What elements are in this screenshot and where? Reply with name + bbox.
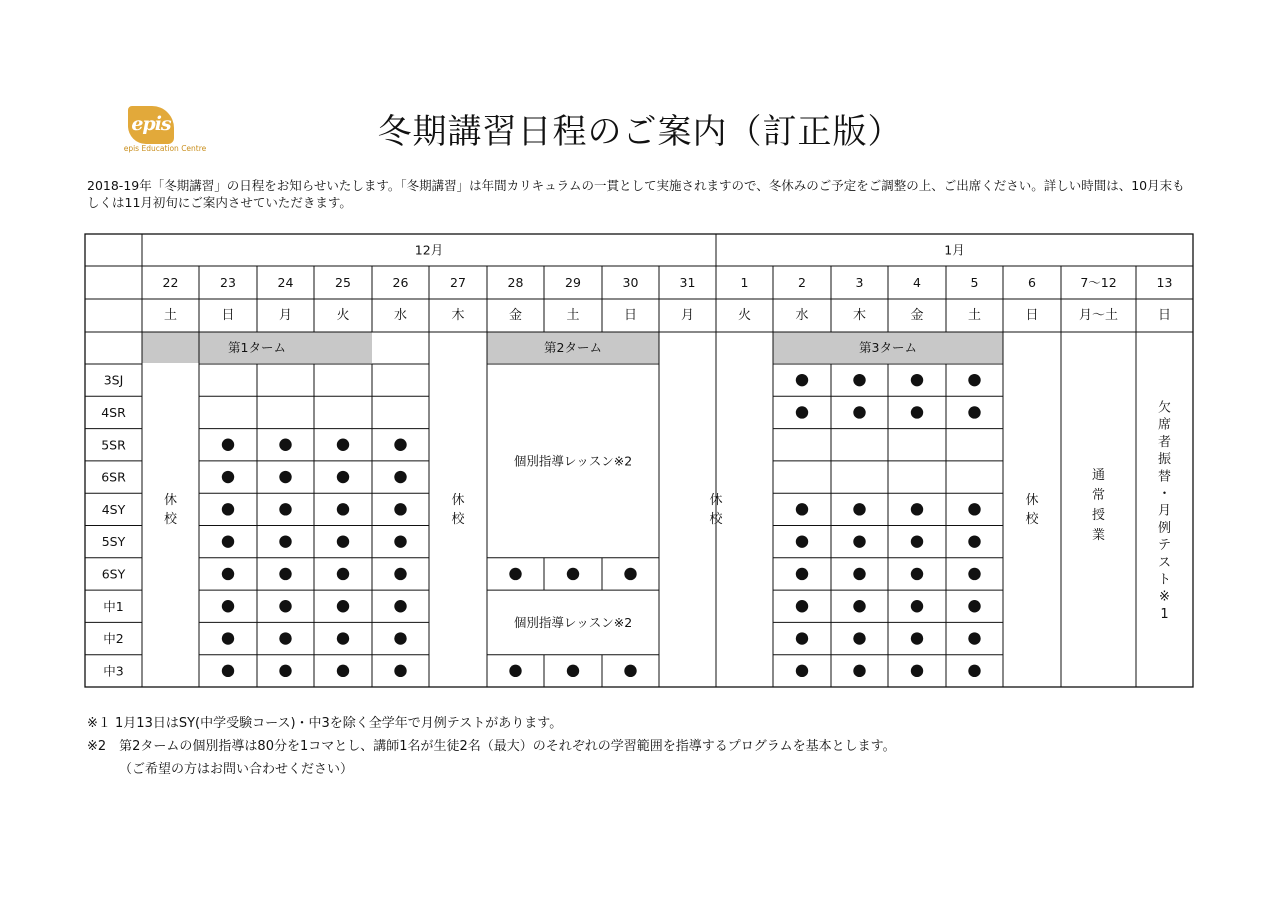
date-label: 1: [740, 275, 749, 290]
weekday-label: 日: [221, 308, 235, 323]
private-lesson-label: 個別指導レッスン※2: [513, 453, 633, 469]
makeup-test-label: 例: [1157, 520, 1172, 536]
term-label-2: 第2ターム: [544, 340, 602, 355]
weekday-label: 金: [910, 308, 924, 323]
logo-subtitle: epis Education Centre: [123, 144, 207, 153]
session-dot: [222, 568, 234, 580]
session-dot: [337, 632, 349, 644]
session-dot: [394, 665, 406, 677]
session-dot: [796, 374, 808, 386]
session-dot: [337, 600, 349, 612]
session-dot: [222, 535, 234, 547]
weekday-label: 土: [163, 308, 178, 323]
session-dot: [222, 503, 234, 515]
session-dot: [796, 632, 808, 644]
weekday-label: 木: [451, 308, 465, 323]
makeup-test-label: 者: [1157, 434, 1172, 450]
session-dot: [337, 471, 349, 483]
term-label-1: 第1ターム: [228, 340, 286, 355]
date-label: 3: [855, 275, 864, 290]
date-label: 29: [565, 275, 581, 290]
date-label: 22: [162, 275, 179, 290]
closed-label: 校: [709, 512, 723, 527]
weekday-label: 土: [967, 308, 982, 323]
makeup-test-label: ス: [1157, 555, 1172, 571]
session-dot: [911, 535, 923, 547]
regular-class-label: 常: [1091, 488, 1106, 503]
weekday-label: 日: [1157, 308, 1172, 323]
date-label: 2: [798, 275, 806, 290]
date-label: 4: [913, 275, 921, 290]
session-dot: [394, 632, 406, 644]
date-label: 23: [220, 275, 236, 290]
private-lesson-label: 個別指導レッスン※2: [513, 614, 633, 630]
session-dot: [509, 568, 521, 580]
month-label-jan: 1月: [944, 242, 965, 258]
session-dot: [968, 632, 980, 644]
session-dot: [853, 503, 865, 515]
weekday-label: 月: [278, 308, 293, 323]
session-dot: [968, 535, 980, 547]
footnotes: [87, 712, 1197, 781]
date-label: 30: [622, 275, 639, 290]
date-label: 28: [507, 275, 524, 290]
regular-class-label: 授: [1091, 508, 1106, 523]
session-dot: [911, 600, 923, 612]
date-label: 26: [392, 275, 409, 290]
date-label: 7〜12: [1080, 275, 1117, 290]
weekday-label: 水: [393, 308, 408, 323]
session-dot: [337, 503, 349, 515]
session-dot: [968, 406, 980, 418]
session-dot: [853, 535, 865, 547]
session-dot: [624, 568, 636, 580]
session-dot: [968, 568, 980, 580]
logo-mark: epis: [128, 106, 174, 144]
session-dot: [853, 600, 865, 612]
session-dot: [911, 665, 923, 677]
session-dot: [279, 439, 291, 451]
session-dot: [911, 406, 923, 418]
weekday-label: 日: [623, 308, 638, 323]
weekday-label: 土: [566, 308, 580, 323]
session-dot: [279, 503, 291, 515]
month-label-dec: 12月: [414, 242, 444, 258]
grade-label: 6SY: [101, 566, 126, 582]
weekday-label: 月: [680, 308, 695, 323]
grade-label: 4SY: [101, 501, 126, 517]
session-dot: [279, 632, 291, 644]
grade-label: 4SR: [101, 404, 126, 420]
session-dot: [337, 665, 349, 677]
date-label: 24: [277, 275, 294, 290]
intro-paragraph: 2018-19年「冬期講習」の日程をお知らせいたします。「冬期講習」は年間カリキュラムの一貫として実施されますので、冬休みのご予定をご調整の上、ご出席ください。詳しい時間は、10月末もしくは11月初旬にご案内させていただきます。: [87, 178, 1185, 210]
session-dot: [796, 568, 808, 580]
page-title: 冬期講習日程のご案内（訂正版）: [377, 112, 903, 152]
session-dot: [394, 535, 406, 547]
makeup-test-label: ・: [1157, 486, 1172, 502]
session-dot: [337, 535, 349, 547]
session-dot: [968, 374, 980, 386]
grade-label: 6SR: [101, 469, 126, 485]
session-dot: [567, 568, 579, 580]
session-dot: [279, 471, 291, 483]
session-dot: [222, 600, 234, 612]
session-dot: [279, 535, 291, 547]
session-dot: [796, 535, 808, 547]
weekday-label: 金: [508, 308, 523, 323]
makeup-test-label: 月: [1157, 503, 1172, 519]
session-dot: [394, 471, 406, 483]
closed-label: 休: [709, 493, 723, 508]
weekday-label: 日: [1025, 308, 1039, 323]
session-dot: [509, 665, 521, 677]
date-label: 6: [1028, 275, 1036, 290]
session-dot: [337, 568, 349, 580]
makeup-test-label: 欠: [1157, 400, 1172, 416]
session-dot: [968, 665, 980, 677]
regular-class-label: 通: [1091, 468, 1106, 483]
makeup-test-label: ※: [1159, 589, 1170, 605]
makeup-test-label: 替: [1157, 469, 1172, 485]
session-dot: [911, 374, 923, 386]
session-dot: [911, 568, 923, 580]
regular-class-label: 業: [1091, 528, 1106, 543]
closed-label: 休: [451, 493, 465, 508]
date-label: 31: [679, 275, 696, 290]
session-dot: [279, 568, 291, 580]
session-dot: [222, 439, 234, 451]
term-label-3: 第3ターム: [859, 340, 917, 355]
session-dot: [796, 665, 808, 677]
grade-label: 中3: [103, 663, 124, 679]
closed-label: 休: [163, 493, 178, 508]
session-dot: [567, 665, 579, 677]
grade-label: 3SJ: [103, 372, 124, 388]
session-dot: [968, 600, 980, 612]
makeup-test-label: ト: [1157, 572, 1172, 588]
session-dot: [394, 503, 406, 515]
grade-label: 中2: [103, 631, 124, 647]
session-dot: [279, 600, 291, 612]
makeup-test-label: テ: [1157, 538, 1172, 554]
session-dot: [911, 503, 923, 515]
footnote-3: （ご希望の方はお問い合わせください）: [119, 762, 354, 777]
footnote-1: ※１ 1月13日はSY(中学受験コース)・中3を除く全学年で月例テストがあります。: [87, 716, 563, 731]
session-dot: [222, 471, 234, 483]
session-dot: [222, 632, 234, 644]
makeup-test-label: 席: [1157, 417, 1172, 433]
session-dot: [853, 632, 865, 644]
closed-label: 校: [451, 512, 465, 527]
closed-label: 校: [163, 512, 178, 527]
weekday-label: 水: [795, 308, 809, 323]
weekday-label: 木: [852, 308, 867, 323]
session-dot: [394, 600, 406, 612]
session-dot: [911, 632, 923, 644]
session-dot: [853, 568, 865, 580]
session-dot: [222, 665, 234, 677]
session-dot: [394, 439, 406, 451]
weekday-label: 火: [336, 308, 350, 323]
session-dot: [853, 374, 865, 386]
session-dot: [337, 439, 349, 451]
session-dot: [394, 568, 406, 580]
grade-label: 5SY: [101, 534, 126, 550]
closed-label: 校: [1025, 512, 1039, 527]
session-dot: [853, 406, 865, 418]
session-dot: [279, 665, 291, 677]
session-dot: [796, 406, 808, 418]
footnote-2: ※2 第2タームの個別指導は80分を1コマとし、講師1名が生徒2名（最大）のそれぞれの学習範囲を指導するプログラムを基本とします。: [87, 739, 896, 754]
session-dot: [968, 503, 980, 515]
date-label: 27: [450, 275, 466, 290]
grade-label: 中1: [103, 598, 124, 614]
session-dot: [853, 665, 865, 677]
session-dot: [624, 665, 636, 677]
date-label: 5: [970, 275, 979, 290]
date-label: 13: [1156, 275, 1173, 290]
weekday-label: 火: [737, 308, 752, 323]
closed-label: 休: [1025, 493, 1039, 508]
session-dot: [796, 503, 808, 515]
weekday-label: 月〜土: [1078, 308, 1119, 323]
date-label: 25: [335, 275, 351, 290]
makeup-test-label: 1: [1160, 606, 1169, 622]
makeup-test-label: 振: [1157, 452, 1172, 468]
session-dot: [796, 600, 808, 612]
grade-label: 5SR: [101, 437, 126, 453]
